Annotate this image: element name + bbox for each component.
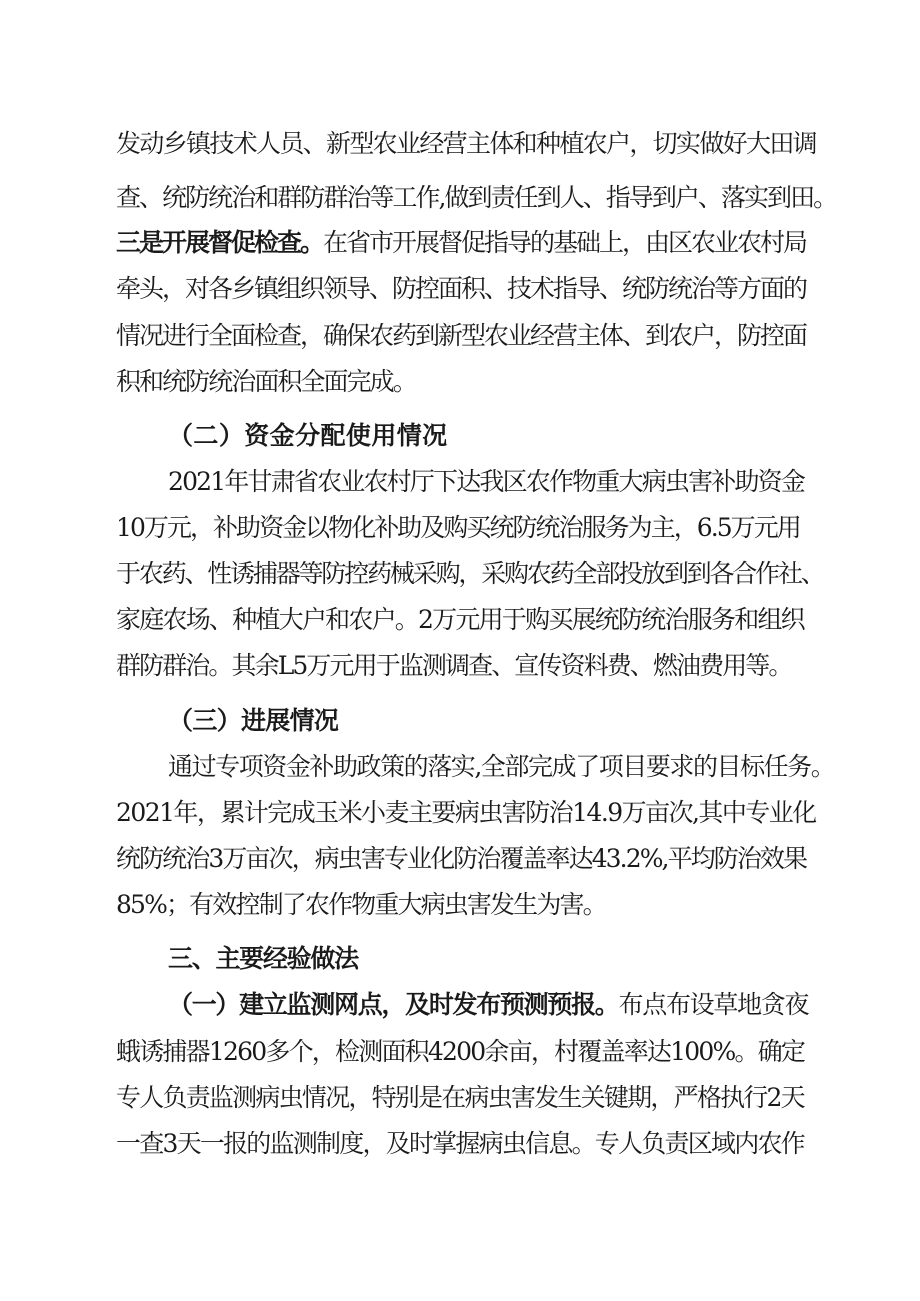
text-run: 通过专项资金补助政策的落实,全部完成了项目要求的目标任务。 [168, 752, 835, 781]
text-line [116, 602, 804, 638]
text-line [116, 318, 806, 354]
text-line [116, 180, 836, 216]
text-line [116, 795, 816, 831]
text-run: 蛾诱捕器1260多个，检测面积4200余亩，村覆盖率达100%。确定 [116, 1037, 805, 1066]
text-run: 于农药、性诱捕器等防控药械采购，采购农药全部投放到到各合作社、 [116, 559, 824, 588]
text-line [116, 887, 606, 923]
text-run: 85%；有效控制了农作物重大病虫害发生为害。 [116, 890, 606, 919]
bold-text-run: （一）建立监测网点，及时发布预测预报。 [168, 990, 619, 1019]
text-run: 一查3天一报的监测制度，及时掌握病虫信息。专人负责区域内农作 [116, 1129, 804, 1158]
bold-text-run: （三）进展情况 [168, 706, 339, 735]
text-line [168, 987, 808, 1023]
text-line [116, 1034, 804, 1070]
text-line [168, 749, 834, 785]
text-run: 查、统防统治和群防群治等工作,做到责任到人、指导到户、落实到田。 [116, 183, 837, 212]
bold-text-run: 三是开展督促检查。 [116, 228, 324, 257]
text-line [168, 941, 358, 977]
text-line [116, 1126, 804, 1162]
text-run: 牵头，对各乡镇组织领导、防控面积、技术指导、统防统治等方面的 [116, 274, 807, 303]
text-line [116, 225, 806, 261]
text-line [116, 126, 816, 162]
text-run: 群防群治。其余L5万元用于监测调查、宣传资料费、燃油费用等。 [116, 651, 792, 680]
text-run: 发动乡镇技术人员、新型农业经营主体和种植农户，切实做好大田调 [116, 129, 817, 158]
text-run: 10万元，补助资金以物化补助及购买统防统治服务为主，6.5万元用 [116, 513, 800, 542]
text-run: 在省市开展督促指导的基础上，由区农业农村局 [323, 228, 807, 257]
text-line [116, 556, 824, 592]
text-run: 专人负责监测病虫情况，特别是在病虫害发生关键期，严格执行2天 [116, 1083, 804, 1112]
bold-text-run: （二）资金分配使用情况 [168, 421, 448, 450]
text-line [168, 418, 448, 454]
text-line [116, 841, 806, 877]
text-run: 积和统防统治面积全面完成。 [116, 367, 416, 396]
text-run: 2021年，累计完成玉米小麦主要病虫害防治14.9万亩次,其中专业化 [116, 798, 816, 827]
text-line [116, 648, 792, 684]
text-run: 情况进行全面检查，确保农药到新型农业经营主体、到农户，防控面 [116, 321, 807, 350]
text-run: 布点布设草地贪夜 [618, 990, 809, 1019]
text-line [116, 364, 416, 400]
bold-text-run: 三、主要经验做法 [168, 944, 358, 973]
text-run: 统防统治3万亩次，病虫害专业化防治覆盖率达43.2%,平均防治效果 [116, 844, 807, 873]
text-run: 家庭农场、种植大户和农户。2万元用于购买展统防统治服务和组织 [116, 605, 804, 634]
text-line [168, 703, 338, 739]
text-line [116, 1080, 804, 1116]
text-line [116, 271, 806, 307]
text-run: 2021年甘肃省农业农村厅下达我区农作物重大病虫害补助资金 [168, 467, 805, 496]
text-line [116, 510, 800, 546]
text-line [168, 464, 804, 500]
